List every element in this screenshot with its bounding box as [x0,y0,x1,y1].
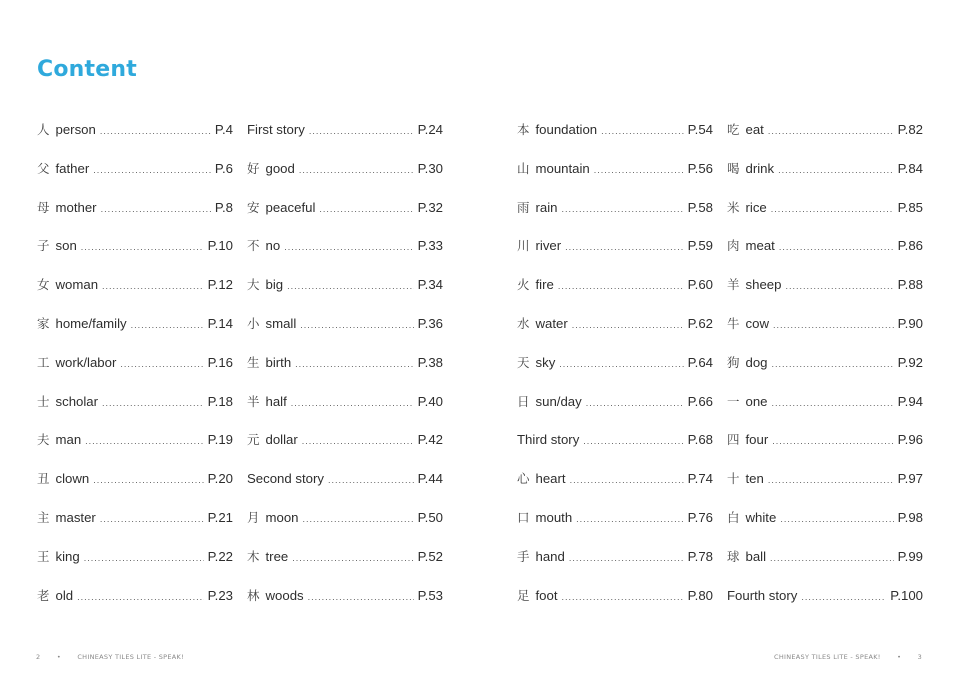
entry-label: woman [55,277,99,293]
entry-label: white [745,509,777,525]
dot-leader [801,586,886,608]
entry-label: no [265,238,281,254]
toc-entry[interactable] [37,159,233,198]
page-reference: P.56 [687,160,713,176]
entry-label: Fourth story [727,587,798,603]
page-number-right: 3 [917,653,923,661]
page-reference: P.86 [897,238,923,254]
page-reference: P.88 [897,277,923,293]
entry-label: mouth [535,509,573,525]
chinese-character: 子 [37,239,50,254]
toc-entry[interactable] [727,586,923,625]
entry-label: hand [535,548,565,564]
toc-entry[interactable] [517,314,713,353]
dot-leader [309,120,414,142]
entry-label: big [265,277,284,293]
page-reference: P.59 [687,238,713,254]
dot-leader [576,508,683,530]
dot-leader [319,198,413,220]
entry-label: meat [745,238,775,254]
toc-entry[interactable] [247,586,443,625]
chinese-character: 大 [247,278,260,293]
footer-separator: • [56,653,61,661]
entry-label: fire [535,277,554,293]
entry-label: old [55,587,74,603]
toc-entry[interactable] [247,236,443,275]
chinese-character: 好 [247,161,260,176]
toc-entry[interactable] [37,430,233,469]
toc-entry[interactable] [727,314,923,353]
chinese-character: 口 [517,510,530,525]
chinese-character: 牛 [727,316,740,331]
dot-leader [93,159,211,181]
page-reference: P.58 [687,199,713,215]
chinese-character: 一 [727,394,740,409]
toc-entry[interactable] [247,198,443,237]
chinese-character: 火 [517,278,530,293]
entry-label: good [265,160,295,176]
entry-label: water [535,315,568,331]
entry-label: First story [247,122,305,137]
chinese-character: 木 [247,549,260,564]
page-reference: P.68 [687,432,713,448]
toc-entry[interactable] [727,159,923,198]
toc-entry[interactable] [37,314,233,353]
chinese-character: 川 [517,239,530,254]
dot-leader [302,430,414,452]
page-reference: P.100 [890,587,923,603]
toc-column-1 [37,120,233,624]
toc-entry[interactable] [247,353,443,392]
page-reference: P.85 [897,199,923,215]
toc-entry[interactable] [37,236,233,275]
page-reference: P.12 [207,277,233,293]
entry-label: foundation [535,122,598,137]
entry-label: ten [745,471,764,487]
entry-label: man [55,432,82,448]
dot-leader [565,236,683,258]
dot-leader [81,236,204,258]
toc-entry[interactable] [517,469,713,508]
dot-leader [779,236,894,258]
page-reference: P.62 [687,315,713,331]
dot-leader [100,508,204,530]
page-reference: P.99 [897,548,923,564]
entry-label: master [55,509,96,525]
dot-leader [558,275,684,297]
entry-label: rice [745,199,767,215]
toc-entry[interactable] [247,392,443,431]
chinese-character: 吃 [727,123,740,137]
toc-entry[interactable] [37,586,233,625]
entry-label: moon [265,509,299,525]
entry-label: half [265,393,287,409]
toc-entry[interactable] [247,314,443,353]
toc-entry[interactable] [517,275,713,314]
dot-leader [299,159,414,181]
page-reference: P.98 [897,509,923,525]
entry-label: small [265,315,297,331]
entry-label: woods [265,587,304,603]
page-reference: P.90 [897,315,923,331]
chinese-character: 主 [37,510,50,525]
entry-label: father [55,160,90,176]
chinese-character: 半 [247,394,260,409]
page-reference: P.6 [214,160,233,176]
toc-entry[interactable] [37,353,233,392]
dot-leader [778,159,893,181]
page-reference: P.10 [207,238,233,254]
chinese-character: 元 [247,433,260,448]
toc-entry[interactable] [37,198,233,237]
entry-label: son [55,238,77,254]
dot-leader [785,275,893,297]
page-reference: P.16 [207,354,233,370]
dot-leader [77,586,203,608]
entry-label: home/family [55,315,127,331]
page-reference: P.8 [214,199,233,215]
entry-label: sun/day [535,393,582,409]
chinese-character: 喝 [727,161,740,176]
page-reference: P.20 [207,471,233,487]
toc-entry[interactable] [517,586,713,625]
page-reference: P.18 [207,393,233,409]
chinese-character: 母 [37,200,50,215]
page-reference: P.53 [417,587,443,603]
toc-entry[interactable] [247,159,443,198]
dot-leader [291,392,414,414]
page-reference: P.76 [687,509,713,525]
page-reference: P.54 [687,122,713,137]
chinese-character: 米 [727,200,740,215]
toc-column-3 [517,120,713,624]
page-reference: P.34 [417,277,443,293]
dot-leader [84,547,204,569]
entry-label: river [535,238,562,254]
dot-leader [572,314,684,336]
page-reference: P.97 [897,471,923,487]
toc-entry[interactable] [37,392,233,431]
chinese-character: 小 [247,316,260,331]
toc-entry[interactable] [727,275,923,314]
chinese-character: 人 [37,123,50,137]
dot-leader [583,430,683,452]
chinese-character: 王 [37,549,50,564]
chinese-character: 不 [247,239,260,254]
dot-leader [562,586,684,608]
chinese-character: 十 [727,472,740,487]
entry-label: sky [535,354,556,370]
dot-leader [120,353,203,375]
toc-column-2 [247,120,443,624]
toc-entry[interactable] [727,547,923,586]
entry-label: mother [55,199,97,215]
page-reference: P.38 [417,354,443,370]
dot-leader [768,120,894,142]
toc-column-4 [727,120,923,624]
dot-leader [102,275,204,297]
page-reference: P.78 [687,548,713,564]
dot-leader [303,508,414,530]
entry-label: king [55,548,80,564]
chinese-character: 肉 [727,239,740,254]
chinese-character: 日 [517,394,530,409]
entry-label: clown [55,471,90,487]
page-reference: P.14 [207,315,233,331]
chinese-character: 女 [37,278,50,293]
page-reference: P.64 [687,354,713,370]
toc-entry[interactable] [517,392,713,431]
chinese-character: 安 [247,200,260,215]
page-reference: P.22 [207,548,233,564]
toc-entry[interactable] [727,236,923,275]
dot-leader [287,275,413,297]
book-title-right: CHINEASY TILES LITE - SPEAK! [774,653,881,661]
entry-label: sheep [745,277,782,293]
page-reference: P.42 [417,432,443,448]
dot-leader [101,198,211,220]
page-reference: P.36 [417,315,443,331]
dot-leader [773,314,894,336]
chinese-character: 天 [517,355,530,370]
page-reference: P.74 [687,471,713,487]
chinese-character: 丑 [37,472,50,487]
chinese-character: 家 [37,316,50,331]
dot-leader [300,314,413,336]
chinese-character: 士 [37,394,50,409]
toc-entry[interactable] [517,198,713,237]
dot-leader [562,198,684,220]
entry-label: mountain [535,160,590,176]
entry-label: dollar [265,432,298,448]
dot-leader [771,198,894,220]
toc-entry[interactable] [727,353,923,392]
page-reference: P.4 [214,122,233,137]
entry-label: tree [265,548,289,564]
page-reference: P.19 [207,432,233,448]
chinese-character: 四 [727,433,740,448]
dot-leader [772,353,894,375]
dot-leader [131,314,204,336]
toc-entry[interactable] [727,469,923,508]
entry-label: drink [745,160,775,176]
dot-leader [594,159,684,181]
entry-label: rain [535,199,558,215]
page-title: Content [37,57,137,82]
toc-entry[interactable] [517,547,713,586]
footer-separator: • [897,653,902,661]
chinese-character: 羊 [727,278,740,293]
page-reference: P.60 [687,277,713,293]
entry-label: person [55,122,96,137]
toc-entry[interactable] [37,508,233,547]
chinese-character: 林 [247,588,260,603]
dot-leader [770,547,894,569]
toc-entry[interactable] [247,469,443,508]
book-title-left: CHINEASY TILES LITE - SPEAK! [77,653,185,661]
chinese-character: 夫 [37,433,50,448]
toc-entry[interactable] [37,275,233,314]
toc-entry[interactable] [517,120,713,159]
entry-label: scholar [55,393,99,409]
toc-entry[interactable] [727,508,923,547]
page-reference: P.80 [687,587,713,603]
entry-label: peaceful [265,199,316,215]
footer-right [774,653,922,661]
dot-leader [772,430,893,452]
toc-entry[interactable] [517,430,713,469]
dot-leader [100,120,211,142]
page-reference: P.50 [417,509,443,525]
dot-leader [570,469,684,491]
page-reference: P.94 [897,393,923,409]
dot-leader [328,469,414,491]
chinese-character: 球 [727,549,740,564]
entry-label: birth [265,354,292,370]
chinese-character: 月 [247,510,260,525]
page-reference: P.21 [207,509,233,525]
page-reference: P.32 [417,199,443,215]
chinese-character: 手 [517,549,530,564]
dot-leader [780,508,893,530]
page-reference: P.82 [897,122,923,137]
chinese-character: 心 [517,472,530,487]
page-reference: P.33 [417,238,443,254]
page-reference: P.84 [897,160,923,176]
dot-leader [601,120,683,142]
dot-leader [102,392,204,414]
toc-entry[interactable] [727,392,923,431]
dot-leader [308,586,414,608]
toc-entry[interactable] [517,236,713,275]
chinese-character: 山 [517,161,530,176]
toc-entry[interactable] [37,120,233,159]
toc-entry[interactable] [727,120,923,159]
chinese-character: 白 [727,510,740,525]
toc-entry[interactable] [517,159,713,198]
dot-leader [768,469,894,491]
entry-label: Second story [247,471,324,487]
entry-label: eat [745,122,764,137]
toc-entry[interactable] [247,430,443,469]
entry-label: ball [745,548,767,564]
chinese-character: 水 [517,316,530,331]
page-reference: P.52 [417,548,443,564]
entry-label: dog [745,354,768,370]
page-reference: P.96 [897,432,923,448]
toc-entry[interactable] [37,469,233,508]
page-reference: P.92 [897,354,923,370]
page-reference: P.66 [687,393,713,409]
toc-entry[interactable] [727,430,923,469]
chinese-character: 足 [517,588,530,603]
dot-leader [85,430,203,452]
entry-label: work/labor [55,354,117,370]
page-reference: P.23 [207,587,233,603]
chinese-character: 父 [37,161,50,176]
toc-entry[interactable] [247,275,443,314]
chinese-character: 狗 [727,355,740,370]
toc-entry[interactable] [727,198,923,237]
dot-leader [586,392,684,414]
chinese-character: 老 [37,588,50,603]
entry-label: Third story [517,432,580,448]
entry-label: one [745,393,768,409]
dot-leader [559,353,683,375]
toc-entry[interactable] [247,508,443,547]
page-reference: P.24 [417,122,443,137]
chinese-character: 本 [517,123,530,137]
dot-leader [569,547,684,569]
entry-label: heart [535,471,566,487]
page-number-left: 2 [36,653,41,661]
entry-label: four [745,432,769,448]
chinese-character: 工 [37,355,50,370]
dot-leader [93,469,203,491]
toc-entry[interactable] [247,547,443,586]
dot-leader [295,353,413,375]
dot-leader [772,392,894,414]
chinese-character: 生 [247,355,260,370]
toc-entry[interactable] [517,508,713,547]
toc-entry[interactable] [517,353,713,392]
entry-label: foot [535,587,558,603]
footer-left [36,653,198,661]
page-reference: P.44 [417,471,443,487]
page-reference: P.40 [417,393,443,409]
toc-entry[interactable] [37,547,233,586]
toc-entry[interactable] [247,120,443,159]
chinese-character: 雨 [517,200,530,215]
page-reference: P.30 [417,160,443,176]
dot-leader [284,236,413,258]
entry-label: cow [745,315,769,331]
dot-leader [292,547,413,569]
